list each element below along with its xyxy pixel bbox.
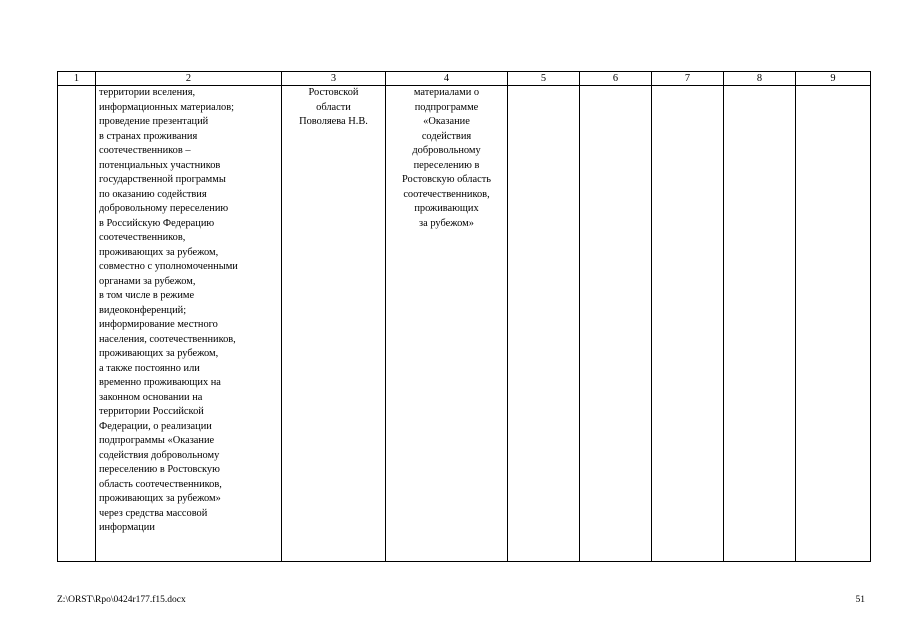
cell-text-line: содействия добровольному: [99, 449, 220, 461]
cell-text-line: органами за рубежом,: [99, 275, 196, 287]
table-header-row: [58, 72, 871, 86]
header-cell-1: 1: [58, 72, 96, 86]
responsible-executor-cell: [282, 86, 386, 562]
cell-text-line: области: [316, 101, 351, 113]
cell-text-line: проживающих за рубежом,: [99, 246, 219, 258]
empty-cell-8: [724, 86, 796, 562]
header-cell-9: 9: [796, 72, 871, 86]
cell-text-line: населения, соотечественников,: [99, 333, 236, 345]
cell-text-line: добровольному переселению: [99, 203, 229, 214]
cell-text-line: проживающих за рубежом,: [99, 348, 219, 359]
header-cell-4: 4: [386, 72, 508, 86]
cell-text-line: область соотечественников,: [99, 478, 222, 490]
cell-text-line: информирование местного: [99, 319, 218, 330]
footer-page-number: 51: [855, 595, 865, 605]
cell-text-line: в том числе в режиме: [99, 290, 195, 301]
cell-text-line: по оказанию содействия: [99, 188, 207, 200]
cell-text-line: потенциальных участников: [99, 159, 221, 171]
cell-text-line: подпрограммы «Оказание: [99, 435, 215, 446]
cell-text-line: за рубежом»: [419, 217, 474, 229]
cell-text-line: материалами о: [413, 87, 480, 98]
cell-text-line: подпрограмме: [414, 101, 479, 113]
cell-text-line: проведение презентаций: [99, 116, 209, 127]
table-row: [58, 86, 871, 562]
cell-text-line: Ростовской: [308, 87, 359, 98]
empty-cell-6: [580, 86, 652, 562]
result-description-cell: [386, 86, 508, 562]
header-cell-3: 3: [282, 72, 386, 86]
cell-text-line: государственной программы: [99, 174, 226, 185]
activity-description-cell: [96, 86, 282, 562]
empty-cell-7: [652, 86, 724, 562]
cell-text-line: территории Российской: [99, 406, 204, 417]
cell-text-line: переселению в: [413, 159, 480, 171]
header-cell-7: 7: [652, 72, 724, 86]
cell-text-line: проживающих за рубежом»: [99, 493, 221, 504]
cell-text-line: добровольному: [412, 145, 481, 156]
cell-text-line: соотечественников –: [99, 145, 191, 156]
cell-text-line: а также постоянно или: [99, 362, 200, 374]
header-cell-8: 8: [724, 72, 796, 86]
header-cell-2: 2: [96, 72, 282, 86]
cell-text-line: соотечественников,: [403, 188, 490, 200]
empty-cell-5: [508, 86, 580, 562]
cell-text-line: Ростовскую область: [401, 174, 491, 185]
cell-text-line: территории вселения,: [99, 87, 196, 98]
empty-cell-9: [796, 86, 871, 562]
cell-text-line: Федерации, о реализации: [99, 420, 212, 432]
header-cell-6: 6: [580, 72, 652, 86]
cell-text-line: переселению в Ростовскую: [99, 464, 220, 475]
cell-text-line: в Российскую Федерацию: [99, 217, 215, 229]
cell-text-line: информационных материалов;: [99, 101, 235, 113]
cell-text-line: законном основании на: [99, 391, 203, 403]
cell-text-line: соотечественников,: [99, 232, 186, 243]
cell-text-line: через средства массовой: [99, 507, 208, 519]
cell-text-line: Поволяева Н.В.: [299, 116, 368, 127]
footer-file-path: Z:\ORST\Rpo\0424r177.f15.docx: [57, 595, 186, 605]
cell-text-line: видеоконференций;: [99, 304, 187, 316]
cell-text-line: в странах проживания: [99, 130, 198, 142]
cell-text-line: информации: [99, 522, 155, 533]
program-table: [57, 71, 871, 562]
cell-text-line: совместно с уполномоченными: [99, 261, 238, 272]
cell-text-line: проживающих: [414, 203, 479, 214]
cell-text-line: содействия: [421, 130, 472, 142]
row-number-cell: [58, 86, 96, 562]
cell-text-line: «Оказание: [423, 116, 470, 127]
header-cell-5: 5: [508, 72, 580, 86]
cell-text-line: временно проживающих на: [99, 377, 221, 388]
